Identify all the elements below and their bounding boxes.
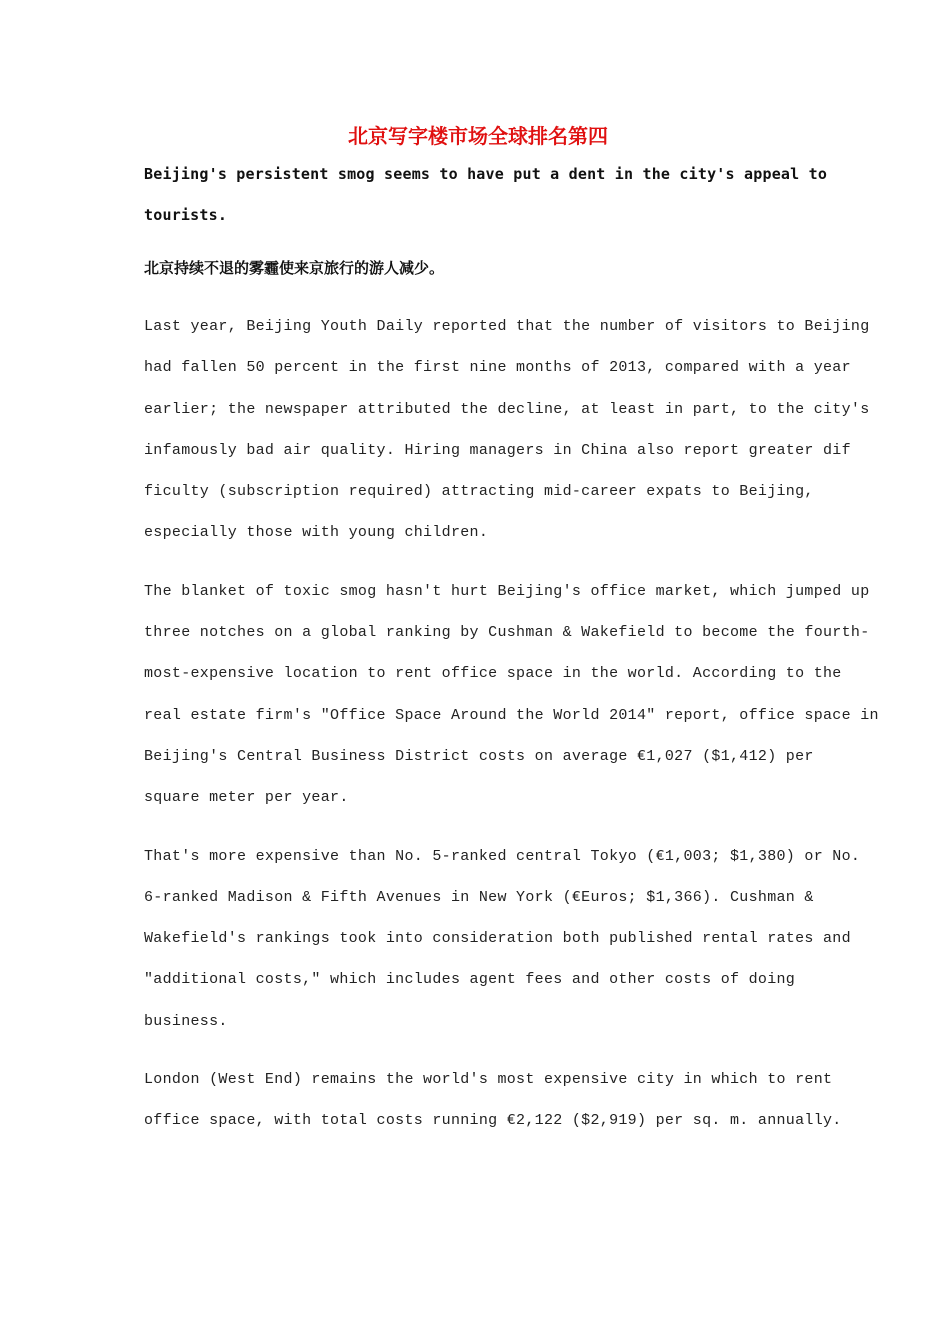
paragraph-line: real estate firm's "Office Space Around the World 2014" report, office space in: [144, 706, 879, 724]
paragraph-comparison: [144, 836, 861, 1042]
paragraph-line: business.: [144, 1012, 228, 1030]
paragraph-line: square meter per year.: [144, 789, 349, 807]
paragraph-line: London (West End) remains the world's most expensive city in which to rent: [144, 1071, 833, 1089]
document-body: [144, 118, 879, 1142]
paragraph-line: "additional costs," which includes agent fees and other costs of doing: [144, 971, 796, 989]
lead-chinese: 北京持续不退的雾霾使来京旅行的游人减少。: [144, 259, 445, 277]
lead-english: [144, 154, 828, 236]
paragraph-line: three notches on a global ranking by Cushman & Wakefield to become the fourth-: [144, 624, 870, 642]
paragraph-line: 6-ranked Madison & Fifth Avenues in New York (€Euros; $1,366). Cushman &: [144, 888, 814, 906]
paragraph-office-market: [144, 571, 879, 819]
paragraph-visitors: [144, 306, 870, 554]
paragraph-line: Wakefield's rankings took into consideration both published rental rates and: [144, 930, 851, 948]
paragraph-line: had fallen 50 percent in the first nine months of 2013, compared with a year: [144, 359, 851, 377]
lead-line: tourists.: [144, 206, 228, 224]
paragraph-line: Beijing's Central Business District costs on average €1,027 ($1,412) per: [144, 747, 814, 765]
paragraph-line: ficulty (subscription required) attracting mid-career expats to Beijing,: [144, 483, 814, 501]
document-title: 北京写字楼市场全球排名第四: [348, 124, 608, 148]
paragraph-line: earlier; the newspaper attributed the decline, at least in part, to the city's: [144, 400, 870, 418]
paragraph-london: [144, 1059, 842, 1142]
paragraph-line: The blanket of toxic smog hasn't hurt Beijing's office market, which jumped up: [144, 582, 870, 600]
paragraph-line: That's more expensive than No. 5-ranked central Tokyo (€1,003; $1,380) or No.: [144, 847, 861, 865]
paragraph-line: infamously bad air quality. Hiring managers in China also report greater dif: [144, 441, 851, 459]
paragraph-line: Last year, Beijing Youth Daily reported that the number of visitors to Beijing: [144, 318, 870, 335]
paragraph-line: office space, with total costs running €2,122 ($2,919) per sq. m. annually.: [144, 1112, 842, 1130]
lead-line: Beijing's persistent smog seems to have put a dent in the city's appeal to: [144, 165, 828, 183]
paragraph-line: especially those with young children.: [144, 524, 489, 542]
paragraph-line: most-expensive location to rent office space in the world. According to the: [144, 665, 842, 683]
